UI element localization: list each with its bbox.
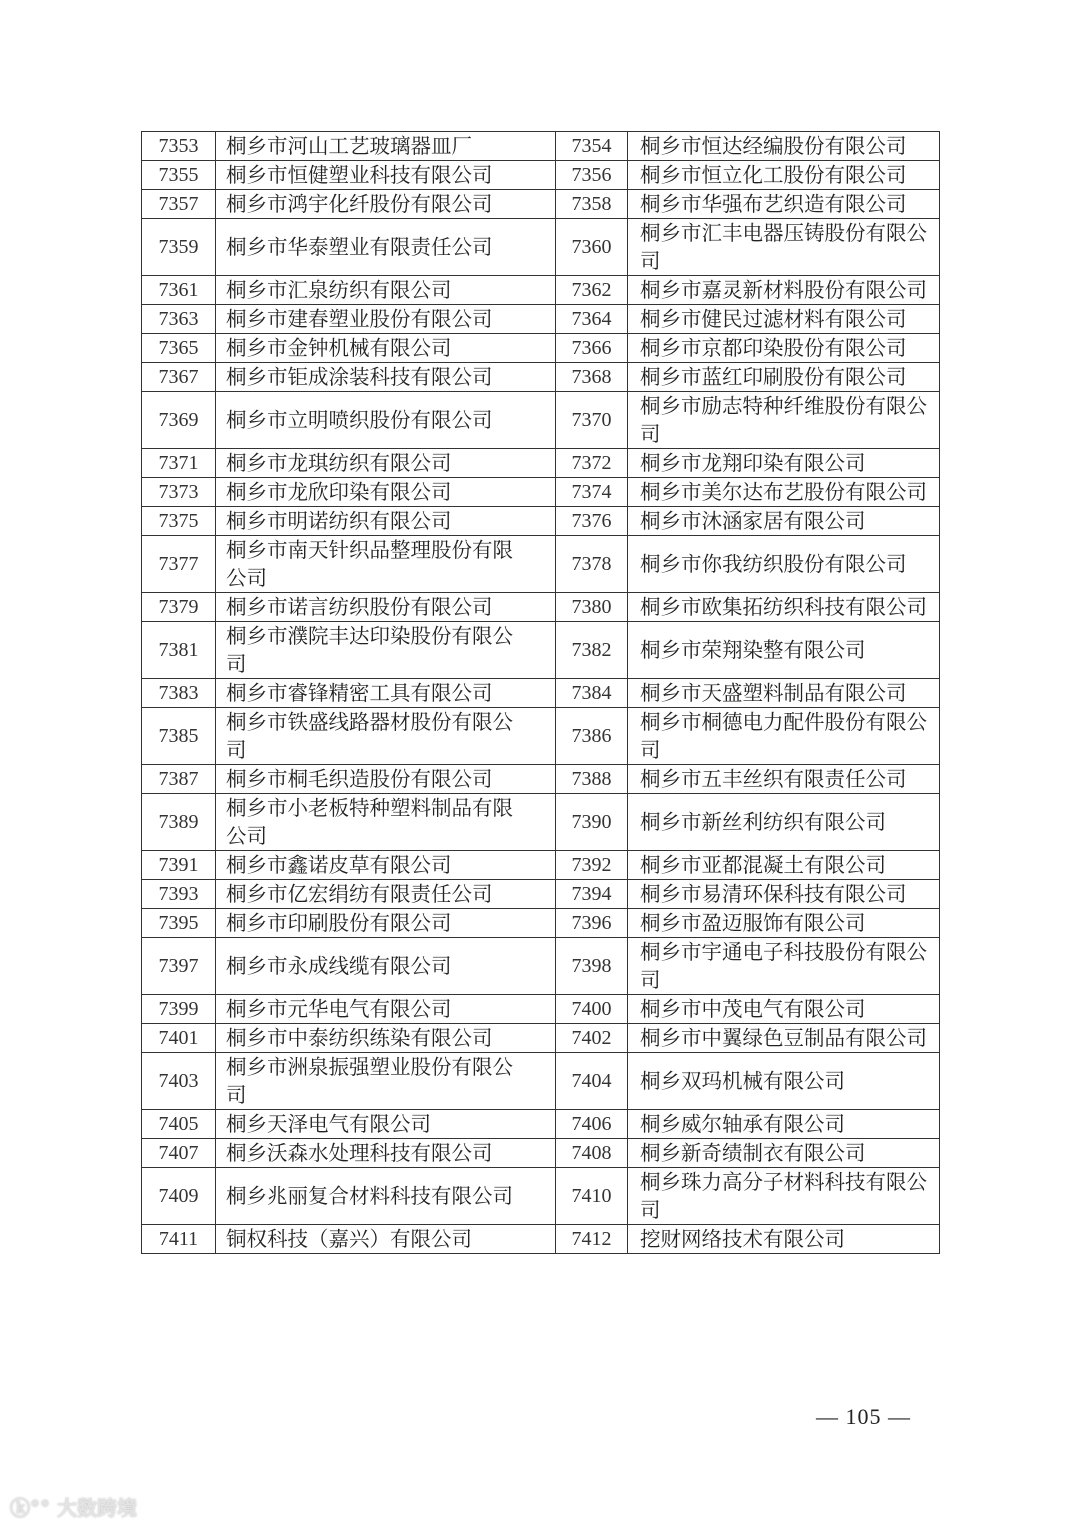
table-row	[142, 1225, 940, 1254]
table-row	[142, 161, 940, 190]
entry-number: 7381	[142, 622, 216, 679]
company-name: 桐乡市中茂电气有限公司	[628, 995, 940, 1024]
company-name: 桐乡市天盛塑料制品有限公司	[628, 679, 940, 708]
company-name: 桐乡市宇通电子科技股份有限公司	[628, 938, 940, 995]
entry-number: 7389	[142, 794, 216, 851]
entry-number: 7372	[556, 449, 628, 478]
entry-number: 7407	[142, 1139, 216, 1168]
company-name: 桐乡市小老板特种塑料制品有限公司	[216, 794, 556, 851]
entry-number: 7367	[142, 363, 216, 392]
entry-number: 7374	[556, 478, 628, 507]
company-name: 桐乡天泽电气有限公司	[216, 1110, 556, 1139]
company-name: 桐乡市鸿宇化纤股份有限公司	[216, 190, 556, 219]
entry-number: 7360	[556, 219, 628, 276]
table-row	[142, 449, 940, 478]
company-name: 桐乡市恒健塑业科技有限公司	[216, 161, 556, 190]
company-name: 桐乡双玛机械有限公司	[628, 1053, 940, 1110]
company-name: 桐乡市盈迈服饰有限公司	[628, 909, 940, 938]
entry-number: 7369	[142, 392, 216, 449]
company-name: 桐乡市诺言纺织股份有限公司	[216, 593, 556, 622]
entry-number: 7401	[142, 1024, 216, 1053]
entry-number: 7392	[556, 851, 628, 880]
entry-number: 7355	[142, 161, 216, 190]
watermark-text: 大数跨境	[56, 1496, 137, 1520]
entry-number: 7359	[142, 219, 216, 276]
company-name: 桐乡市中翼绿色豆制品有限公司	[628, 1024, 940, 1053]
entry-number: 7400	[556, 995, 628, 1024]
table-row	[142, 219, 940, 276]
table-row	[142, 880, 940, 909]
company-name: 桐乡市汇丰电器压铸股份有限公司	[628, 219, 940, 276]
company-name: 桐乡威尔轴承有限公司	[628, 1110, 940, 1139]
company-name: 桐乡市华泰塑业有限责任公司	[216, 219, 556, 276]
company-name: 桐乡市新丝利纺织有限公司	[628, 794, 940, 851]
company-name: 挖财网络技术有限公司	[628, 1225, 940, 1254]
entry-number: 7364	[556, 305, 628, 334]
entry-number: 7382	[556, 622, 628, 679]
entry-number: 7410	[556, 1168, 628, 1225]
company-name: 桐乡珠力高分子材料科技有限公司	[628, 1168, 940, 1225]
company-name: 桐乡市励志特种纤维股份有限公司	[628, 392, 940, 449]
table-row	[142, 1110, 940, 1139]
entry-number: 7370	[556, 392, 628, 449]
entry-number: 7380	[556, 593, 628, 622]
entry-number: 7368	[556, 363, 628, 392]
company-name: 桐乡市荣翔染整有限公司	[628, 622, 940, 679]
company-name: 桐乡沃森水处理科技有限公司	[216, 1139, 556, 1168]
entry-number: 7383	[142, 679, 216, 708]
entry-number: 7391	[142, 851, 216, 880]
company-name: 桐乡市美尔达布艺股份有限公司	[628, 478, 940, 507]
company-name: 桐乡市蓝红印刷股份有限公司	[628, 363, 940, 392]
company-name: 桐乡市龙琪纺织有限公司	[216, 449, 556, 478]
table-row	[142, 1053, 940, 1110]
entry-number: 7366	[556, 334, 628, 363]
company-name: 桐乡市金钟机械有限公司	[216, 334, 556, 363]
company-name: 桐乡市你我纺织股份有限公司	[628, 536, 940, 593]
entry-number: 7358	[556, 190, 628, 219]
entry-number: 7386	[556, 708, 628, 765]
entry-number: 7390	[556, 794, 628, 851]
entry-number: 7398	[556, 938, 628, 995]
company-name: 桐乡市睿锋精密工具有限公司	[216, 679, 556, 708]
company-name: 桐乡市洲泉振强塑业股份有限公司	[216, 1053, 556, 1110]
table-row	[142, 851, 940, 880]
table-row	[142, 190, 940, 219]
entry-number: 7409	[142, 1168, 216, 1225]
company-name: 桐乡市铁盛线路器材股份有限公司	[216, 708, 556, 765]
company-name: 桐乡市河山工艺玻璃器皿厂	[216, 132, 556, 161]
entry-number: 7403	[142, 1053, 216, 1110]
company-name: 桐乡市易清环保科技有限公司	[628, 880, 940, 909]
company-name: 桐乡市沐涵家居有限公司	[628, 507, 940, 536]
table-row	[142, 909, 940, 938]
company-list-table	[141, 131, 940, 1254]
company-name: 桐乡市中泰纺织练染有限公司	[216, 1024, 556, 1053]
entry-number: 7404	[556, 1053, 628, 1110]
company-name: 桐乡市南天针织品整理股份有限公司	[216, 536, 556, 593]
page-number: — 105 —	[816, 1404, 911, 1429]
table-row	[142, 679, 940, 708]
table-row	[142, 305, 940, 334]
entry-number: 7384	[556, 679, 628, 708]
company-name: 桐乡市龙欣印染有限公司	[216, 478, 556, 507]
company-name: 桐乡市恒达经编股份有限公司	[628, 132, 940, 161]
company-name: 桐乡市欧集拓纺织科技有限公司	[628, 593, 940, 622]
entry-number: 7354	[556, 132, 628, 161]
company-name: 桐乡市明诺纺织有限公司	[216, 507, 556, 536]
table-row	[142, 276, 940, 305]
entry-number: 7385	[142, 708, 216, 765]
entry-number: 7363	[142, 305, 216, 334]
company-name: 桐乡市桐毛织造股份有限公司	[216, 765, 556, 794]
company-name: 桐乡新奇绩制衣有限公司	[628, 1139, 940, 1168]
entry-number: 7412	[556, 1225, 628, 1254]
company-name: 桐乡市元华电气有限公司	[216, 995, 556, 1024]
entry-number: 7376	[556, 507, 628, 536]
entry-number: 7388	[556, 765, 628, 794]
entry-number: 7357	[142, 190, 216, 219]
watermark-logo: ⓚ°° 大数跨境	[10, 1496, 137, 1520]
company-name: 桐乡市立明喷织股份有限公司	[216, 392, 556, 449]
table-row	[142, 363, 940, 392]
entry-number: 7397	[142, 938, 216, 995]
company-name: 铜权科技（嘉兴）有限公司	[216, 1225, 556, 1254]
entry-number: 7377	[142, 536, 216, 593]
table-row	[142, 708, 940, 765]
entry-number: 7375	[142, 507, 216, 536]
entry-number: 7405	[142, 1110, 216, 1139]
table-row	[142, 1168, 940, 1225]
company-name: 桐乡市汇泉纺织有限公司	[216, 276, 556, 305]
entry-number: 7353	[142, 132, 216, 161]
entry-number: 7402	[556, 1024, 628, 1053]
table-row	[142, 622, 940, 679]
table-row	[142, 392, 940, 449]
company-name: 桐乡市龙翔印染有限公司	[628, 449, 940, 478]
company-name: 桐乡市濮院丰达印染股份有限公司	[216, 622, 556, 679]
entry-number: 7371	[142, 449, 216, 478]
table-row	[142, 938, 940, 995]
table-row	[142, 1139, 940, 1168]
entry-number: 7395	[142, 909, 216, 938]
company-name: 桐乡兆丽复合材料科技有限公司	[216, 1168, 556, 1225]
company-name: 桐乡市建春塑业股份有限公司	[216, 305, 556, 334]
table-row	[142, 536, 940, 593]
table-row	[142, 1024, 940, 1053]
entry-number: 7361	[142, 276, 216, 305]
entry-number: 7356	[556, 161, 628, 190]
company-name: 桐乡市嘉灵新材料股份有限公司	[628, 276, 940, 305]
company-name: 桐乡市京都印染股份有限公司	[628, 334, 940, 363]
entry-number: 7379	[142, 593, 216, 622]
table-row	[142, 132, 940, 161]
entry-number: 7378	[556, 536, 628, 593]
company-name: 桐乡市恒立化工股份有限公司	[628, 161, 940, 190]
entry-number: 7393	[142, 880, 216, 909]
table-row	[142, 507, 940, 536]
entry-number: 7408	[556, 1139, 628, 1168]
entry-number: 7387	[142, 765, 216, 794]
company-name: 桐乡市钜成涂装科技有限公司	[216, 363, 556, 392]
company-name: 桐乡市亚都混凝土有限公司	[628, 851, 940, 880]
entry-number: 7396	[556, 909, 628, 938]
table-row	[142, 334, 940, 363]
table-row	[142, 478, 940, 507]
company-name: 桐乡市印刷股份有限公司	[216, 909, 556, 938]
company-name: 桐乡市桐德电力配件股份有限公司	[628, 708, 940, 765]
table-row	[142, 593, 940, 622]
company-name: 桐乡市鑫诺皮草有限公司	[216, 851, 556, 880]
entry-number: 7373	[142, 478, 216, 507]
company-name: 桐乡市五丰丝织有限责任公司	[628, 765, 940, 794]
entry-number: 7365	[142, 334, 216, 363]
table-row	[142, 794, 940, 851]
company-name: 桐乡市亿宏绢纺有限责任公司	[216, 880, 556, 909]
entry-number: 7411	[142, 1225, 216, 1254]
entry-number: 7362	[556, 276, 628, 305]
company-name: 桐乡市永成线缆有限公司	[216, 938, 556, 995]
entry-number: 7394	[556, 880, 628, 909]
entry-number: 7406	[556, 1110, 628, 1139]
company-name: 桐乡市健民过滤材料有限公司	[628, 305, 940, 334]
company-name: 桐乡市华强布艺织造有限公司	[628, 190, 940, 219]
table-row	[142, 995, 940, 1024]
table-row	[142, 765, 940, 794]
entry-number: 7399	[142, 995, 216, 1024]
